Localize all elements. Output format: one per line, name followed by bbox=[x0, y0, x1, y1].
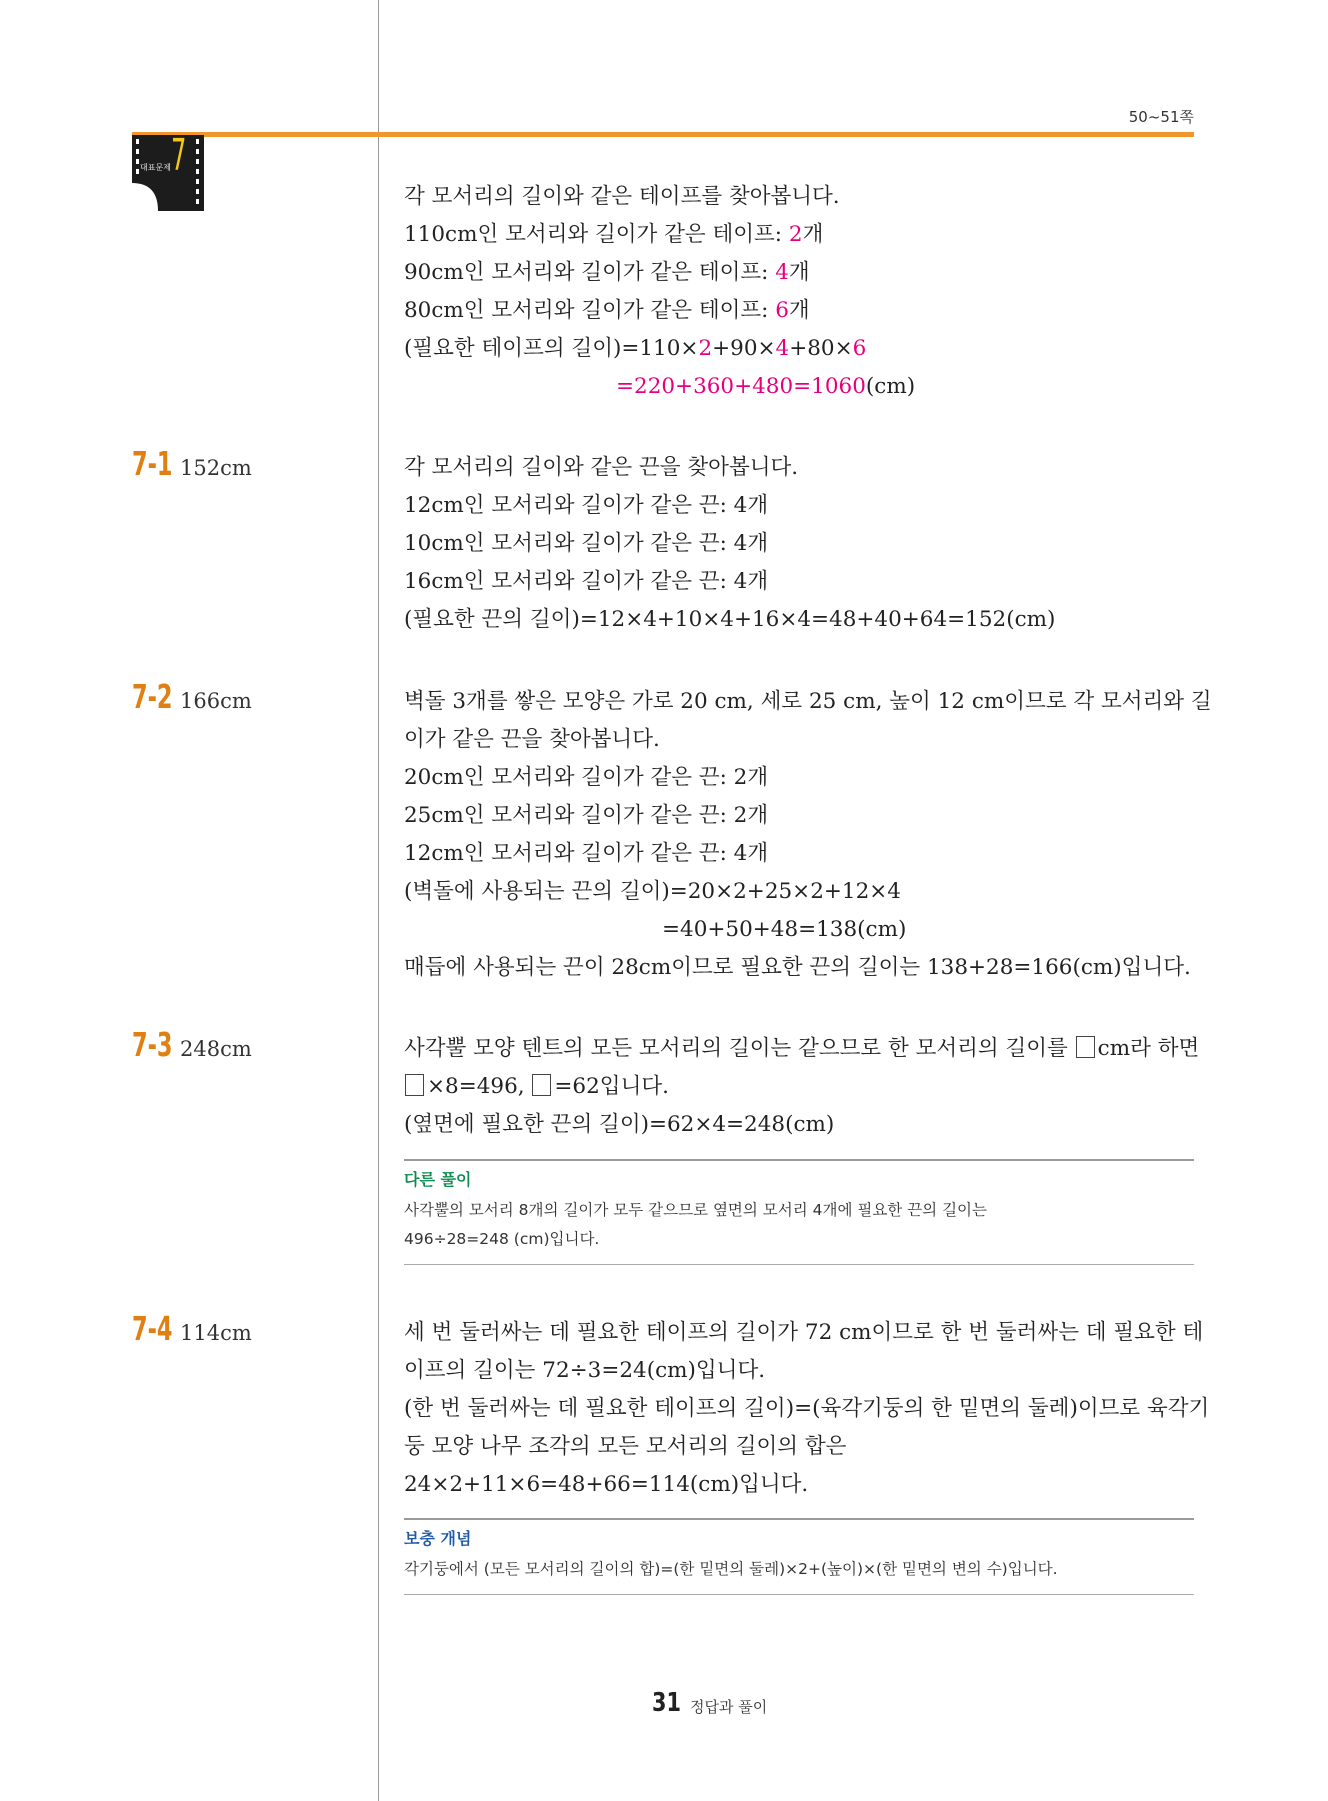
rep-line-6: =220+360+480=1060(cm) bbox=[616, 374, 916, 399]
solution-7-3: 사각뿔 모양 텐트의 모든 모서리의 길이는 같으므로 한 모서리의 길이를 cm라 하면 ×8=496, =62입니다. (옆면에 필요한 끈의 길이)=62×4=248(cm) bbox=[404, 1036, 1200, 1137]
question-label-7-3 bbox=[132, 1025, 252, 1064]
blank-box bbox=[1076, 1036, 1095, 1058]
footer-label: 정답과 풀이 bbox=[690, 1698, 768, 1716]
note-title: 보충 개념 bbox=[404, 1529, 472, 1548]
solution-7-1: 각 모서리의 길이와 같은 끈을 찾아봅니다. 12cm인 모서리와 길이가 같은 끈: 4개 10cm인 모서리와 길이가 같은 끈: 4개 16cm인 모서리와 길이가 같은 끈: 4개 (필요한 끈의 길이)=12×4+10×4+16×4=48+40+64=152(cm) bbox=[404, 455, 1056, 632]
highlight-value: 2 bbox=[788, 222, 803, 247]
supplementary-concept-note: 보충 개념 각기둥에서 (모든 모서리의 길이의 합)=(한 밑면의 둘레)×2+(높이)×(한 밑면의 변의 수)입니다. bbox=[404, 1518, 1194, 1595]
highlight-value: 4 bbox=[775, 260, 789, 285]
question-answer: 166cm bbox=[180, 689, 252, 713]
blank-box bbox=[405, 1074, 424, 1096]
solution-7-2: 벽돌 3개를 쌓은 모양은 가로 20 cm, 세로 25 cm, 높이 12 cm이므로 각 모서리와 길 이가 같은 끈을 찾아봅니다. 20cm인 모서리와 길이가 같은 끈: 2개 25cm인 모서리와 길이가 같은 끈: 2개 12cm인 모서리와 길이가 같은 끈: 4개 (벽돌에 사용되는 끈의 길이)=20×2+25×2+12×4 =40+50+48=138(cm) 매듭에 사용되는 끈이 28cm이므로 필요한 끈의 길이는 138+28=166(cm)입니다. bbox=[404, 689, 1212, 980]
representative-number: 7 bbox=[171, 130, 187, 181]
blank-box bbox=[532, 1074, 551, 1096]
rep-line-5: (필요한 테이프의 길이)=110×2+90×4+80×6 bbox=[404, 336, 867, 361]
question-answer: 248cm bbox=[180, 1037, 252, 1061]
note-title: 다른 풀이 bbox=[404, 1170, 472, 1189]
question-number: 7-3 bbox=[132, 1025, 173, 1064]
representative-label: 대표문제 bbox=[140, 163, 171, 172]
question-number: 7-1 bbox=[132, 444, 173, 483]
header-rule bbox=[132, 132, 1194, 137]
question-label-7-2 bbox=[132, 677, 252, 716]
rep-solution bbox=[404, 178, 1194, 406]
page-number: 31 bbox=[652, 1688, 681, 1718]
rep-line-3: 90cm인 모서리와 길이가 같은 테이프: 4개 bbox=[404, 260, 810, 285]
rep-line-4: 80cm인 모서리와 길이가 같은 테이프: 6개 bbox=[404, 298, 810, 323]
question-number: 7-2 bbox=[132, 677, 173, 716]
alternate-solution-note: 다른 풀이 사각뿔의 모서리 8개의 길이가 모두 같으므로 옆면의 모서리 4개에 필요한 끈의 길이는 496÷28=248 (cm)입니다. bbox=[404, 1159, 1194, 1265]
page-range: 50~51쪽 bbox=[1128, 108, 1194, 126]
solution-7-4: 세 번 둘러싸는 데 필요한 테이프의 길이가 72 cm이므로 한 번 둘러싸는 데 필요한 테 이프의 길이는 72÷3=24(cm)입니다. (한 번 둘러싸는 데 필요한 테이프의 길이)=(육각기둥의 한 밑면의 둘레)이므로 육각기 둥 모양 나무 조각의 모든 모서리의 길이의 합은 24×2+11×6=48+66=114(cm)입니다. bbox=[404, 1320, 1210, 1497]
highlight-value: 6 bbox=[775, 298, 789, 323]
rep-line-1: 각 모서리의 길이와 같은 테이프를 찾아봅니다. bbox=[404, 184, 840, 209]
question-answer: 152cm bbox=[180, 456, 252, 480]
representative-problem-badge bbox=[132, 130, 204, 211]
question-label-7-4 bbox=[132, 1309, 252, 1348]
question-answer: 114cm bbox=[180, 1321, 252, 1345]
center-divider bbox=[378, 0, 379, 1801]
question-number: 7-4 bbox=[132, 1309, 173, 1348]
rep-line-2: 110cm인 모서리와 길이가 같은 테이프: 2개 bbox=[404, 222, 824, 247]
question-label-7-1 bbox=[132, 444, 252, 483]
